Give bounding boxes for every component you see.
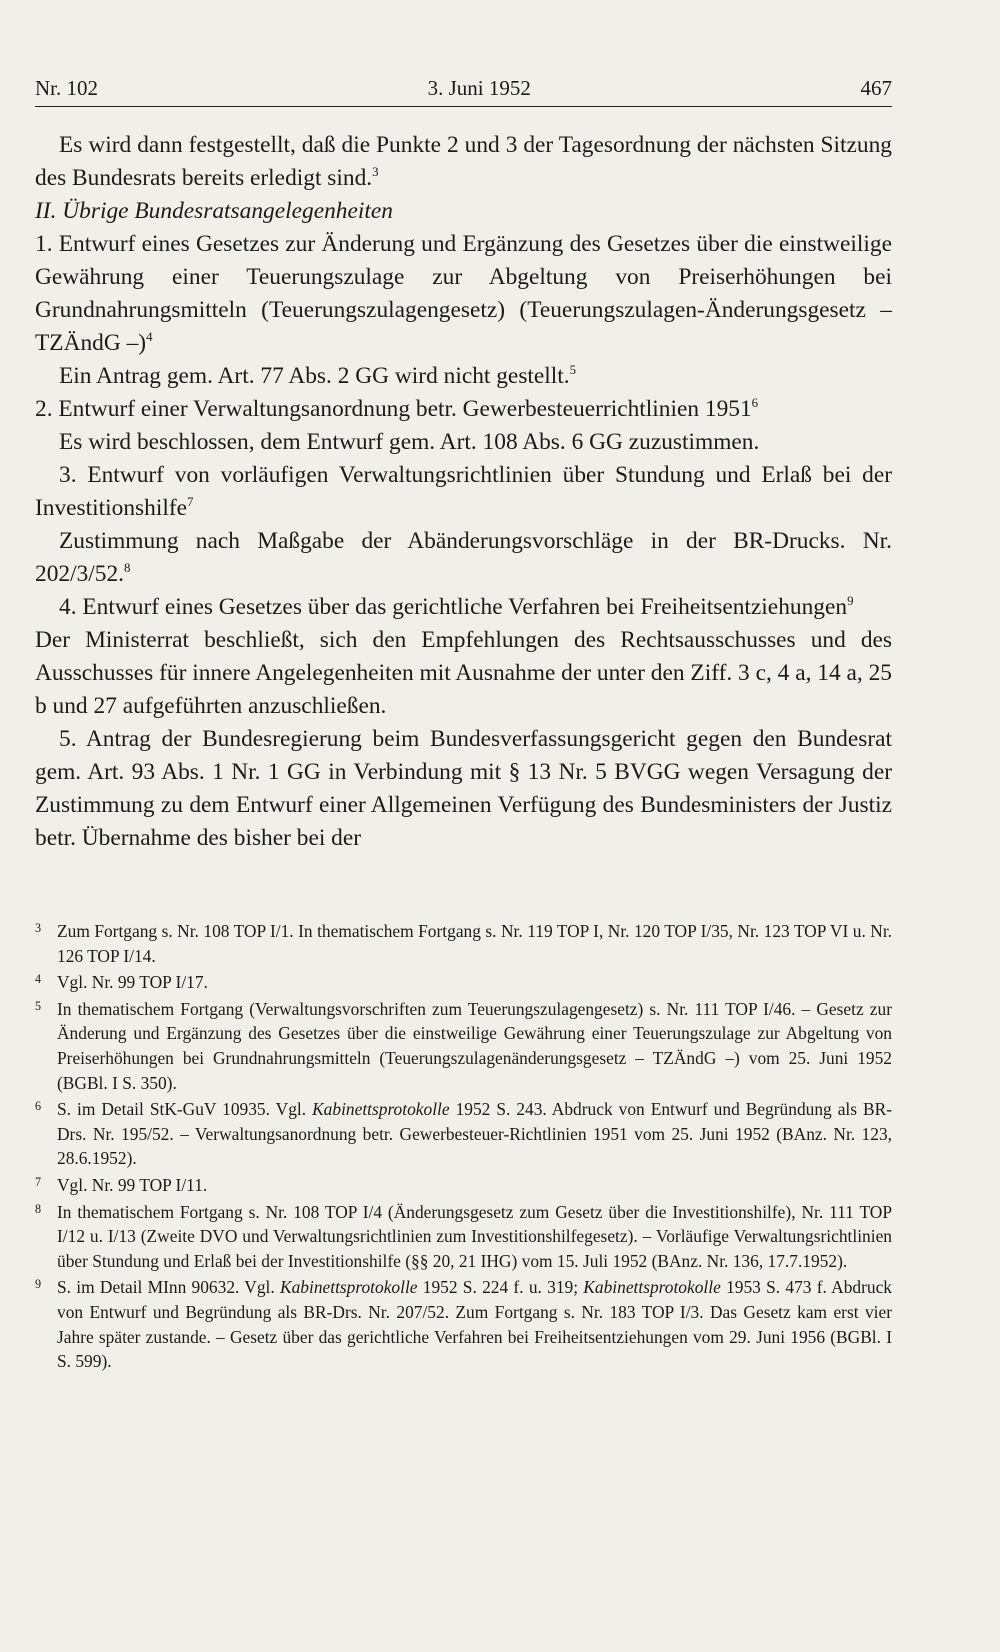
citation-title: Kabinettsprotokolle [280,1277,418,1298]
footnote-ref: 7 [187,495,194,509]
agenda-item-2-result: Es wird beschlossen, dem Entwurf gem. Art. 108 Abs. 6 GG zuzustimmen. [59,429,760,455]
footnote-6 [35,1097,892,1171]
footnote-text: Vgl. Nr. 99 TOP I/11. [57,1174,208,1195]
footnote-number: 3 [35,921,42,935]
footnote-number: 6 [35,1099,42,1114]
footnote-5 [35,997,892,1095]
footnote-ref: 6 [751,396,759,410]
main-text [35,129,892,855]
page-header [35,72,892,107]
footnote-text: Vgl. Nr. 99 TOP I/17. [57,972,208,993]
footnote-7 [35,1173,892,1198]
page-number: 467 [860,76,892,100]
agenda-item-3: 3. Entwurf von vorläufigen Verwaltungsrichtlinien über Stundung und Erlaß bei der Investitionshilfe$^7$ [35,462,892,521]
footnote-9 [35,1275,892,1373]
footnote-ref: 5 [569,363,577,377]
footnote-text: Zum Fortgang s. Nr. 108 TOP I/1. In thematischem Fortgang s. Nr. 119 TOP I, Nr. 120 TOP I/35, Nr. 123 TOP VI u. Nr. 126 TOP I/14. [57,921,892,966]
agenda-item-2: 2. Entwurf einer Verwaltungsanordnung betr. Gewerbesteuerrichtlinien 1951$^6$ [35,396,759,422]
footnote-ref: 8 [124,561,131,575]
session-date: 3. Juni 1952 [427,76,531,100]
footnote-number: 5 [35,998,42,1013]
agenda-item-5: 5. Antrag der Bundesregierung beim Bundesverfassungsgericht gegen den Bundesrat gem. Art. 93 Abs. 1 Nr. 1 GG in Verbindung mit § 13 Nr. 5 BVGG wegen Versagung der Zustimmung zu dem Entwurf einer Allgemeinen Verfügung des Bundesministers der Justiz betr. Übernahme des bisher bei der [35,726,892,851]
footnote-number: 8 [35,1201,42,1216]
footnote-text: In thematischem Fortgang s. Nr. 108 TOP I/4 (Änderungsgesetz zum Gesetz über die Investitionshilfe), Nr. 111 TOP I/12 u. I/13 (Zweite DVO und Verwaltungsrichtlinien zum Investitionshilfegesetz). – Vorläufige Verwaltungsrichtlinien über Stundung und Erlaß bei der Investitionshilfe (§§ 20, 21 IHG) vom 15. Juli 1952 (BAnz. Nr. 136, 17.7.1952). [57,1201,892,1271]
agenda-item-1-result: Ein Antrag gem. Art. 77 Abs. 2 GG wird nicht gestellt.$^5$ [59,363,577,389]
section-heading: II. Übrige Bundesratsangelegenheiten [35,198,393,224]
footnote-8 [35,1200,892,1274]
footnote-number: 7 [35,1174,42,1189]
agenda-item-4: 4. Entwurf eines Gesetzes über das gerichtliche Verfahren bei Freiheitsentziehungen$^9$ [59,594,854,620]
document-page [35,72,892,1376]
footnote-text: S. im Detail MInn 90632. Vgl. Kabinettsprotokolle 1952 S. 224 f. u. 319; Kabinettsprotokolle 1953 S. 473 f. Abdruck von Entwurf und Begründung als BR-Drs. Nr. 207/52. Zum Fortgang s. Nr. 183 TOP I/3. Das Gesetz kam erst vier Jahre später zustande. – Gesetz über das gerichtliche Verfahren bei Freiheitsentziehungen vom 29. Juni 1956 (BGBl. I S. 599). [57,1277,893,1372]
footnote-number: 4 [35,972,42,987]
footnote-text: S. im Detail StK-GuV 10935. Vgl. Kabinettsprotokolle 1952 S. 243. Abdruck von Entwurf und Begründung als BR-Drs. Nr. 195/52. – Verwaltungsanordnung betr. Gewerbesteuer-Richtlinien 1951 vom 25. Juni 1952 (BAnz. Nr. 123, 28.6.1952). [57,1099,892,1169]
footnote-ref: 4 [146,330,153,344]
protocol-number: Nr. 102 [35,76,98,100]
footnote-4 [35,970,892,995]
agenda-item-3-result: Zustimmung nach Maßgabe der Abänderungsvorschläge in der BR-Drucks. Nr. 202/3/52.$^8$ [35,528,892,587]
footnote-ref: 3 [372,165,379,179]
footnote-ref: 9 [847,594,854,608]
footnote-number: 9 [35,1277,42,1292]
agenda-item-4-result: Der Ministerrat beschließt, sich den Empfehlungen des Rechtsausschusses und des Ausschusses für innere Angelegenheiten mit Ausnahme der unter den Ziff. 3 c, 4 a, 14 a, 25 b und 27 aufgeführten anzuschließen. [35,627,893,719]
footnote-3 [35,919,892,968]
footnotes [35,919,892,1374]
footnote-text: In thematischem Fortgang (Verwaltungsvorschriften zum Teuerungszulagengesetz) s. Nr. 111 TOP I/46. – Gesetz zur Änderung und Ergänzung des Gesetzes über die einstweilige Gewährung einer Teuerungszulage zur Abgeltung von Preiserhöhungen bei Grundnahrungsmitteln (Teuerungszulagenänderungsgesetz – TZÄndG –) vom 25. Juni 1952 (BGBl. I S. 350). [57,998,892,1093]
citation-title: Kabinettsprotokolle [583,1277,721,1298]
citation-title: Kabinettsprotokolle [312,1099,450,1120]
paragraph-intro: Es wird dann festgestellt, daß die Punkte 2 und 3 der Tagesordnung der nächsten Sitzung des Bundesrats bereits erledigt sind.$^3$ [35,132,892,191]
agenda-item-1: 1. Entwurf eines Gesetzes zur Änderung und Ergänzung des Gesetzes über die einstweilige Gewährung einer Teuerungszulage zur Abgeltung von Preiserhöhungen bei Grundnahrungsmitteln (Teuerungszulagengesetz) (Teuerungszulagen-Änderungsgesetz – TZÄndG –)$^4$ [35,231,892,356]
